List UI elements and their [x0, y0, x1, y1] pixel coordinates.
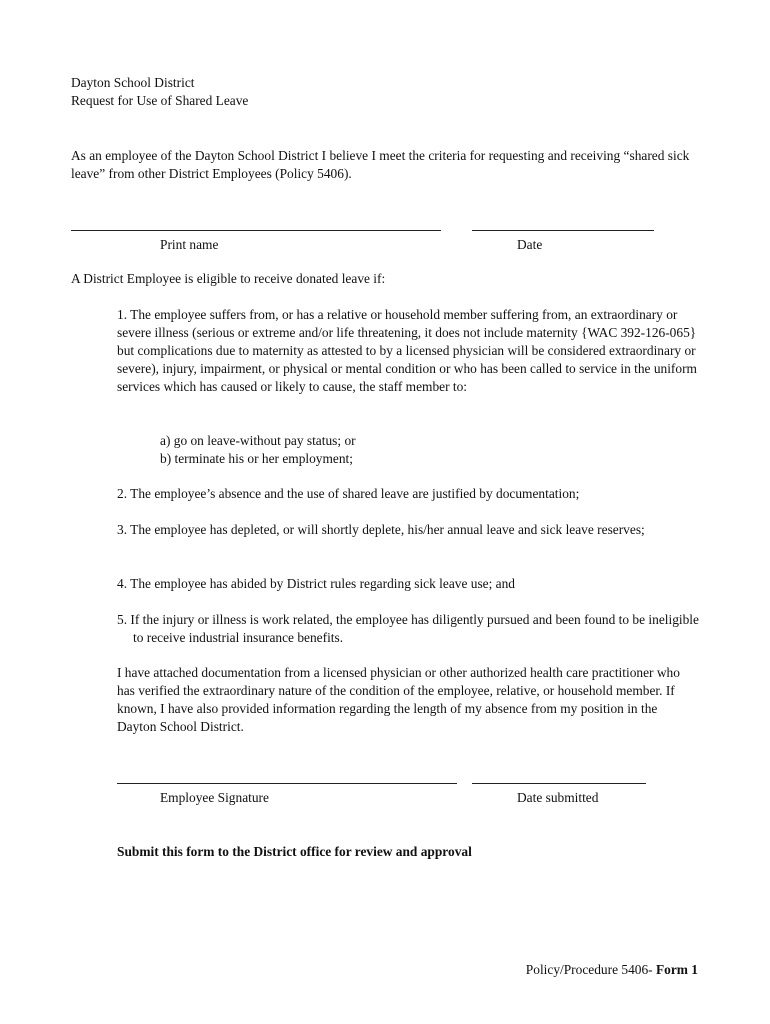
eligibility-heading: A District Employee is eligible to receive donated leave if: — [71, 271, 386, 286]
date-submitted-label: Date submitted — [517, 790, 599, 805]
date-submitted-line[interactable] — [472, 783, 646, 784]
signature-line[interactable] — [117, 783, 457, 784]
form-title: Request for Use of Shared Leave — [71, 93, 249, 108]
criterion-1-sub-a: a) go on leave-without pay status; or — [160, 433, 356, 448]
criterion-2: 2. The employee’s absence and the use of shared leave are justified by documentation; — [117, 486, 580, 501]
submit-instruction: Submit this form to the District office for review and approval — [117, 844, 472, 859]
criterion-1: 1. The employee suffers from, or has a relative or household member suffering from, an extraordinary or severe illness (serious or extreme and/or life threatening, it does not include maternity {WAC 392-126-065} but complications due to maternity as attested to by a licensed physician will be considered extraordinary or severe), injury, impairment, or physical or mental condition or who has been called to service in the uniform services which has caused or likely to cause, the staff member to: — [117, 307, 697, 394]
intro-paragraph: As an employee of the Dayton School District I believe I meet the criteria for requesting and receiving “shared sick leave” from other District Employees (Policy 5406). — [71, 148, 690, 181]
policy-reference: Policy/Procedure 5406- — [525, 962, 656, 977]
signature-label: Employee Signature — [160, 790, 269, 805]
district-name: Dayton School District — [71, 75, 195, 90]
criterion-1-sub-b: b) terminate his or her employment; — [160, 451, 353, 466]
print-name-label: Print name — [160, 237, 219, 252]
date-label: Date — [517, 237, 543, 252]
footer-policy-ref — [526, 961, 698, 979]
criterion-3: 3. The employee has depleted, or will shortly deplete, his/her annual leave and sick leave reserves; — [117, 522, 645, 537]
criterion-4: 4. The employee has abided by District rules regarding sick leave use; and — [117, 576, 515, 591]
criterion-5: 5. If the injury or illness is work related, the employee has diligently pursued and been found to be ineligible to receive industrial insurance benefits. — [117, 612, 699, 645]
attestation-paragraph: I have attached documentation from a licensed physician or other authorized health care practitioner who has verified the extraordinary nature of the condition of the employee, relative, or household member. If known, I have also provided information regarding the length of my absence from my position in the Dayton School District. — [117, 665, 680, 734]
date-line[interactable] — [472, 230, 654, 231]
form-number: Form 1 — [655, 962, 698, 977]
print-name-line[interactable] — [71, 230, 441, 231]
